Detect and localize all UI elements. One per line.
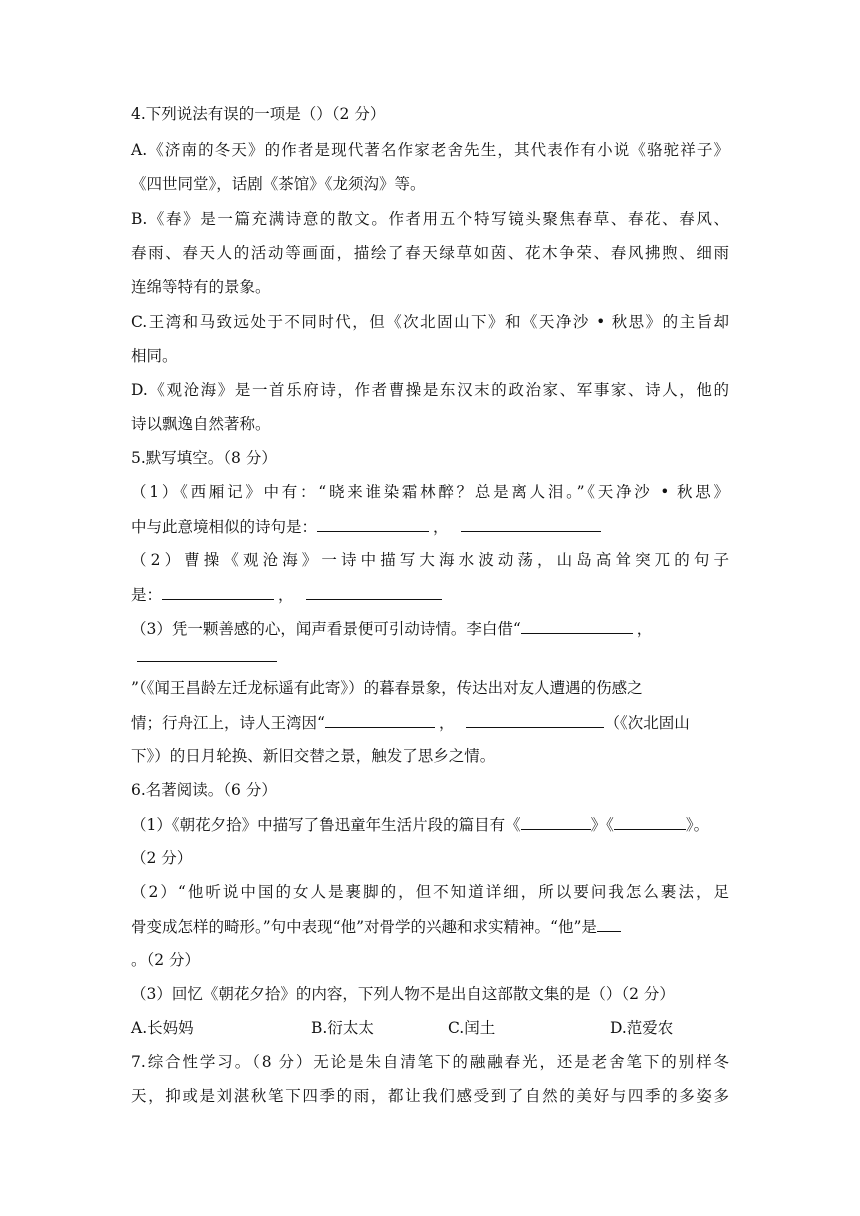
q5-part3-prompt-2: 情；行舟江上，诗人王湾因“	[131, 714, 325, 732]
q6-part3-question: （3）回忆《朝花夕拾》的内容，下列人物不是出自这部散文集的是（）（2 分）	[131, 985, 675, 1003]
q6-part1-score: （2 分）	[131, 849, 193, 867]
q6-option-b: B.衍太太	[311, 1019, 374, 1037]
q5-part3-source: （《次北固山	[604, 714, 690, 732]
q5-part2-line1: （2）曹操《观沧海》一诗中描写大海水波动荡，山岛高耸突兀的句子	[131, 551, 729, 569]
q6-part2-score: 。（2 分）	[131, 951, 201, 969]
q5-part1-line2	[131, 516, 601, 537]
q5-part2-prompt: 是：	[131, 586, 163, 604]
q5-part3-line1	[131, 618, 652, 639]
q6-part2-line1: （2）“他听说中国的女人是裹脚的，但不知道详细，所以要问我怎么裹法，足	[131, 883, 729, 901]
q4-option-a-line2: 《四世同堂》，话剧《茶馆》《龙须沟》等。	[131, 175, 426, 193]
q5-part3-line2	[137, 646, 277, 667]
q5-part2-blank-2[interactable]	[306, 584, 442, 600]
q5-part3-blank-1[interactable]	[521, 618, 633, 634]
q5-part3-prompt: （3）凭一颗善感的心，闻声看景便可引动诗情。李白借“	[131, 620, 521, 638]
q5-part3-blank-3[interactable]	[325, 712, 435, 728]
q5-part1-blank-2[interactable]	[461, 516, 601, 532]
q6-option-a: A.长妈妈	[131, 1019, 194, 1037]
q6-part2-line2	[131, 916, 621, 937]
q5-part3-line3: ”（《闻王昌龄左迁龙标遥有此寄》）的暮春景象，传达出对友人遭遇的伤感之	[131, 679, 643, 697]
q4-option-b-line3: 连绵等特有的景象。	[131, 278, 271, 296]
q4-option-d-line1: D.《观沧海》是一首乐府诗，作者曹操是东汉末的政治家、军事家、诗人，他的	[131, 381, 729, 399]
q6-part1-separator: 》《	[590, 816, 614, 834]
q5-part1-blank-1[interactable]	[317, 516, 429, 532]
q4-option-b-line1: B.《春》是一篇充满诗意的散文。作者用五个特写镜头聚焦春草、春花、春风、	[131, 210, 729, 228]
q5-part2-blank-1[interactable]	[162, 584, 274, 600]
q5-part2-comma: ，	[278, 586, 294, 604]
q6-part1-line1	[131, 814, 709, 835]
q6-option-d: D.范爱农	[610, 1019, 674, 1037]
q4-title: 4.下列说法有误的一项是（）（2 分）	[131, 105, 386, 123]
q5-part3-blank-4[interactable]	[466, 712, 604, 728]
q6-part2-prompt: 骨变成怎样的畸形。”句中表现“他”对骨学的兴趣和求实精神。“他”是	[131, 918, 597, 936]
q6-part1-end: 》。	[685, 816, 710, 834]
q5-part3-line4	[131, 712, 690, 733]
q4-option-d-line2: 诗以飘逸自然著称。	[131, 415, 271, 433]
q5-part2-line2	[131, 584, 442, 605]
q4-option-b-line2: 春雨、春天人的活动等画面，描绘了春天绿草如茵、花木争荣、春风拂煦、细雨	[131, 244, 729, 262]
q6-part2-blank[interactable]	[597, 916, 621, 932]
q5-part3-comma: ，	[636, 620, 653, 638]
q7-line2: 天，抑或是刘湛秋笔下四季的雨，都让我们感受到了自然的美好与四季的多姿多	[131, 1087, 729, 1105]
q6-part1-prompt: （1）《朝花夕拾》中描写了鲁迅童年生活片段的篇目有《	[131, 816, 521, 834]
q5-part3-comma-2: ，	[438, 714, 455, 732]
q5-part1-comma: ，	[433, 518, 449, 536]
q4-option-c-line1: C.王湾和马致远处于不同时代，但《次北固山下》和《天净沙 • 秋思》的主旨却	[131, 313, 729, 331]
q5-part1-line1: （1）《西厢记》中有：“晓来谁染霜林醉？总是离人泪。”《天净沙 • 秋思》	[131, 483, 729, 501]
q5-part3-line5: 下》）的日月轮换、新旧交替之景，触发了思乡之情。	[131, 747, 496, 765]
q5-part1-prompt: 中与此意境相似的诗句是：	[131, 518, 318, 536]
q6-part1-blank-1[interactable]	[521, 814, 591, 830]
q6-part1-blank-2[interactable]	[614, 814, 686, 830]
q7-line1: 7.综合性学习。（8 分）无论是朱自清笔下的融融春光，还是老舍笔下的别样冬	[131, 1053, 729, 1071]
q6-title: 6.名著阅读。（6 分）	[131, 781, 277, 799]
q5-title: 5.默写填空。（8 分）	[131, 449, 277, 467]
q4-option-c-line2: 相同。	[131, 347, 178, 365]
q5-part3-blank-2[interactable]	[137, 646, 277, 662]
q4-option-a-line1: A.《济南的冬天》的作者是现代著名作家老舍先生，其代表作有小说《骆驼祥子》	[131, 141, 729, 159]
q6-option-c: C.闰土	[448, 1019, 496, 1037]
